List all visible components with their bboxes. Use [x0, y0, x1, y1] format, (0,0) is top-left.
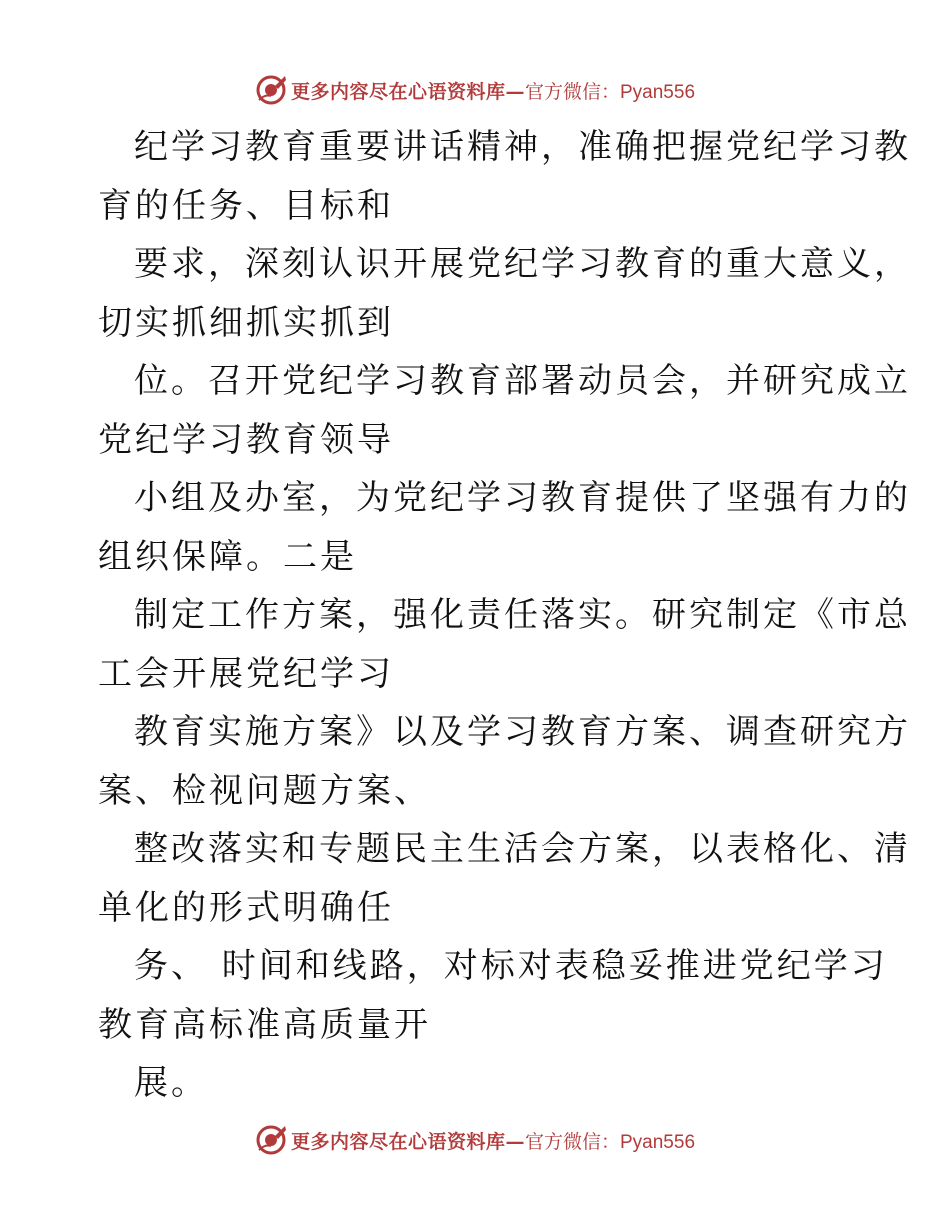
- body-line: 位。召开党纪学习教育部署动员会，并研究成立: [134, 361, 911, 401]
- banner-wechat-text: 官方微信：Pyan556: [525, 1131, 696, 1153]
- document-body: [98, 118, 911, 1113]
- body-line: 案、检视问题方案、: [98, 770, 431, 811]
- header-banner: [0, 70, 950, 110]
- body-line: 单化的形式明确任: [98, 887, 394, 928]
- banner-site-text: 更多内容尽在心语资料库—: [290, 1130, 525, 1153]
- body-line: 展。: [134, 1063, 208, 1103]
- body-line: 制定工作方案，强化责任落实。研究制定《市总: [134, 595, 911, 635]
- body-line: 教育高标准高质量开: [98, 1004, 431, 1045]
- body-line: 务、 时间和线路，对标对表稳妥推进党纪学习: [134, 946, 888, 986]
- body-line: 整改落实和专题民主生活会方案，以表格化、清: [134, 829, 911, 869]
- body-line: 要求，深刻认识开展党纪学习教育的重大意义，: [134, 244, 911, 284]
- body-line: 小组及办室，为党纪学习教育提供了坚强有力的: [134, 478, 911, 518]
- body-line: 切实抓细抓实抓到: [98, 302, 394, 343]
- pen-logo-icon: [255, 74, 287, 106]
- banner-wechat-text: 官方微信：Pyan556: [525, 81, 696, 103]
- body-line: 党纪学习教育领导: [98, 419, 394, 460]
- body-line: 教育实施方案》以及学习教育方案、调查研究方: [134, 712, 911, 752]
- body-line: 组织保障。二是: [98, 536, 357, 577]
- body-line: 工会开展党纪学习: [98, 653, 394, 694]
- body-line: 育的任务、目标和: [98, 185, 394, 226]
- banner-site-text: 更多内容尽在心语资料库—: [290, 80, 525, 103]
- body-line: 纪学习教育重要讲话精神，准确把握党纪学习教: [134, 127, 911, 167]
- pen-logo-icon: [255, 1124, 287, 1156]
- footer-banner: [0, 1120, 950, 1160]
